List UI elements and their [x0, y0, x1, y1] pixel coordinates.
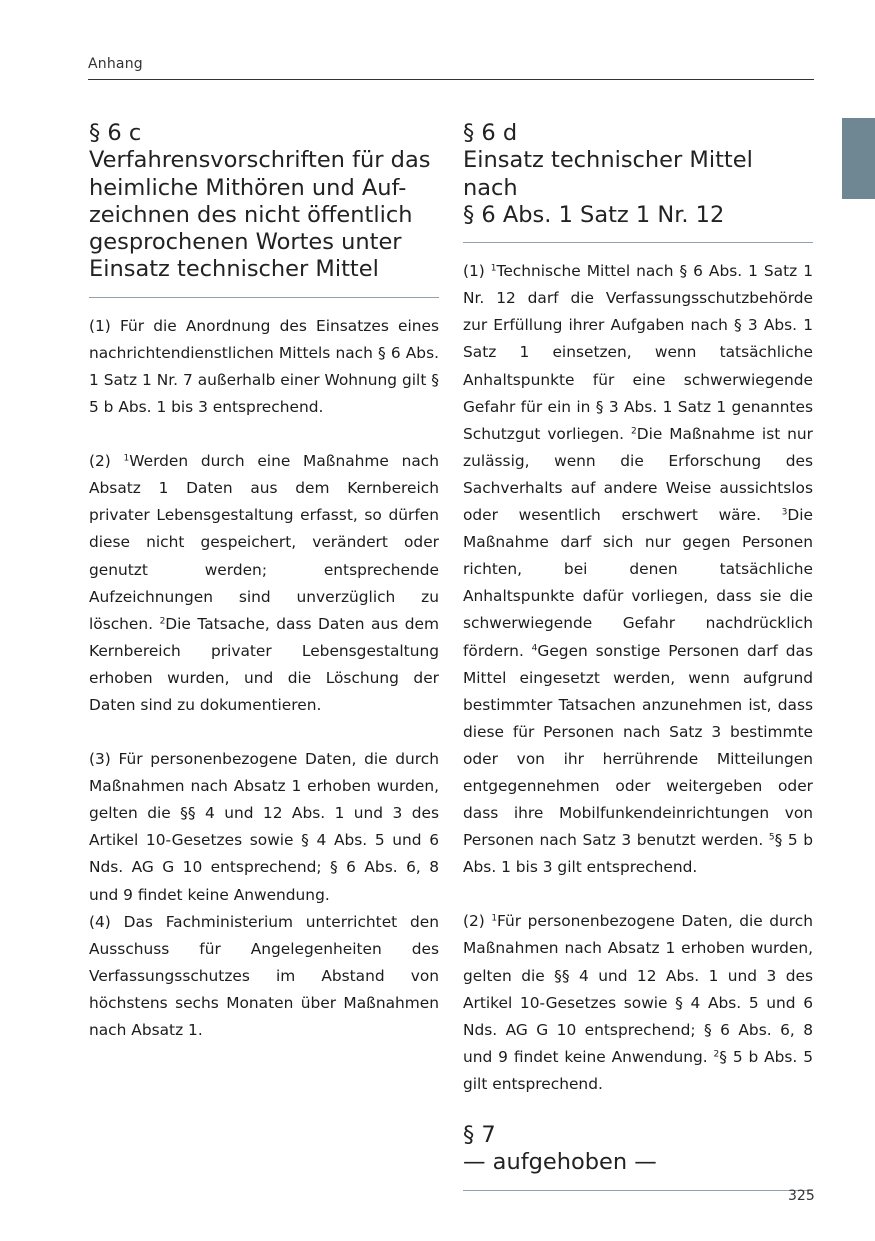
thumb-index-tab — [842, 118, 875, 199]
section-rule — [463, 1190, 813, 1191]
section-title-line: Einsatz technischer Mittel — [89, 256, 379, 283]
section-number: § 6 c — [89, 120, 142, 146]
paragraph-4: (4) Das Fachministerium unterrichtet den Ausschuss für Angelegenheiten des Verfassungsschutzes im Abstand von höchstens sechs Monaten über Maßnahmen nach Absatz 1. — [89, 912, 439, 1040]
sentence: Die Maßnahme ist nur zulässig, wenn die Erforschung des Sachverhalts auf andere Weise aussichtslos oder wesentlich erschwert wäre. — [463, 424, 813, 525]
sentence-number: 1 — [123, 453, 130, 464]
sentence: Werden durch eine Maßnahme nach Absatz 1 Daten aus dem Kernbereich privater Lebensgestaltung erfasst, so dürfen diese nicht gespeichert, verändert oder genutzt werden; entsprechende Aufzeichnungen sind unverzüglich zu löschen. — [89, 452, 439, 633]
paragraph-1: (1) Für die Anordnung des Einsatzes eines nachrichtendienstlichen Mittels nach § 6 Abs. 1 Satz 1 Nr. 7 außerhalb einer Wohnung gilt § 5 b Abs. 1 bis 3 entsprechend. — [89, 316, 439, 417]
section-rule — [463, 242, 813, 243]
section-title-line: § 6 Abs. 1 Satz 1 Nr. 12 — [463, 201, 725, 228]
paragraph-2 — [463, 908, 813, 1098]
paragraph-2 — [89, 448, 439, 719]
section-title-line: Einsatz technischer Mittel nach — [463, 147, 753, 201]
sentence: Die Maßnahme darf sich nur gegen Personen richten, bei denen tatsächliche Anhaltspunkte dafür vorliegen, dass sie die schwerwiegende Gefahr nachdrücklich fördern. — [463, 506, 813, 660]
page-number: 325 — [788, 1188, 815, 1204]
section-title-line: Verfahrensvorschriften für das — [89, 147, 431, 174]
section-rule — [89, 297, 439, 298]
sentence-number: 2 — [713, 1049, 720, 1060]
left-column — [89, 120, 439, 1044]
section-title-line: gesprochenen Wortes unter — [89, 229, 402, 256]
sentence: § 5 b Abs. 5 gilt entsprechend. — [463, 1047, 813, 1093]
sentence: Technische Mittel nach § 6 Abs. 1 Satz 1 Nr. 12 darf die Verfassungsschutzbehörde zur Erfüllung ihrer Aufgaben nach § 3 Abs. 1 Satz 1 einsetzen, wenn tatsächliche Anhaltspunkte für eine schwerwiegende Gefahr für ein in § 3 Abs. 1 Satz 1 genanntes Schutzgut vorliegen. — [463, 262, 813, 443]
sentence-number: 1 — [490, 263, 497, 274]
section-number: § 6 d — [463, 120, 518, 146]
sentence-number: 2 — [630, 426, 637, 437]
section-heading-7 — [463, 1122, 813, 1177]
sentence-number: 3 — [781, 507, 788, 518]
paragraph-lead: (2) — [89, 452, 124, 471]
paragraph-3: (3) Für personenbezogene Daten, die durch Maßnahmen nach Absatz 1 erhoben wurden, gelten die §§ 4 und 12 Abs. 1 und 3 des Artikel 10-Gesetzes sowie § 4 Abs. 5 und 6 Nds. AG G 10 entsprechend; § 6 Abs. 6, 8 und 9 findet keine Anwendung. — [89, 750, 439, 904]
section-number: § 7 — [463, 1122, 496, 1148]
paragraph-lead: (2) — [463, 912, 492, 931]
section-heading-6c — [89, 120, 439, 284]
header-rule — [88, 79, 814, 80]
sentence: Für personenbezogene Daten, die durch Maßnahmen nach Absatz 1 erhoben wurden, gelten die §§ 4 und 12 Abs. 1 und 3 des Artikel 10-Gesetzes sowie § 4 Abs. 5 und 6 Nds. AG G 10 entsprechend; § 6 Abs. 6, 8 und 9 findet keine Anwendung. — [463, 912, 813, 1066]
running-head: Anhang — [88, 56, 143, 72]
sentence-number: 2 — [159, 616, 166, 627]
right-column — [463, 120, 813, 1206]
sentence-number: 1 — [491, 913, 498, 924]
section-title-line: zeichnen des nicht öffentlich — [89, 201, 413, 228]
sentence: Gegen sonstige Personen darf das Mittel eingesetzt werden, wenn aufgrund bestimmter Tatsachen anzunehmen ist, dass diese für Personen nach Satz 3 bestimmte oder von ihr herrührende Mitteilungen entgegennehmen oder weitergeben oder dass ihre Mobilfunkendeinrichtungen von Personen nach Satz 3 benutzt werden. — [463, 641, 813, 850]
sentence-number: 4 — [531, 643, 538, 654]
sentence: § 5 b Abs. 1 bis 3 gilt entsprechend. — [463, 831, 813, 877]
sentence-number: 5 — [768, 832, 775, 843]
section-title-line: heimliche Mithören und Auf- — [89, 174, 407, 201]
sentence: Die Tatsache, dass Daten aus dem Kernbereich privater Lebensgestaltung erhoben wurden, und die Löschung der Daten sind zu dokumentieren. — [89, 614, 439, 714]
section-heading-6d — [463, 120, 813, 229]
paragraph-lead: (1) — [463, 262, 491, 281]
paragraph-1 — [463, 258, 813, 881]
section-title-line: — aufgehoben — — [463, 1149, 657, 1176]
